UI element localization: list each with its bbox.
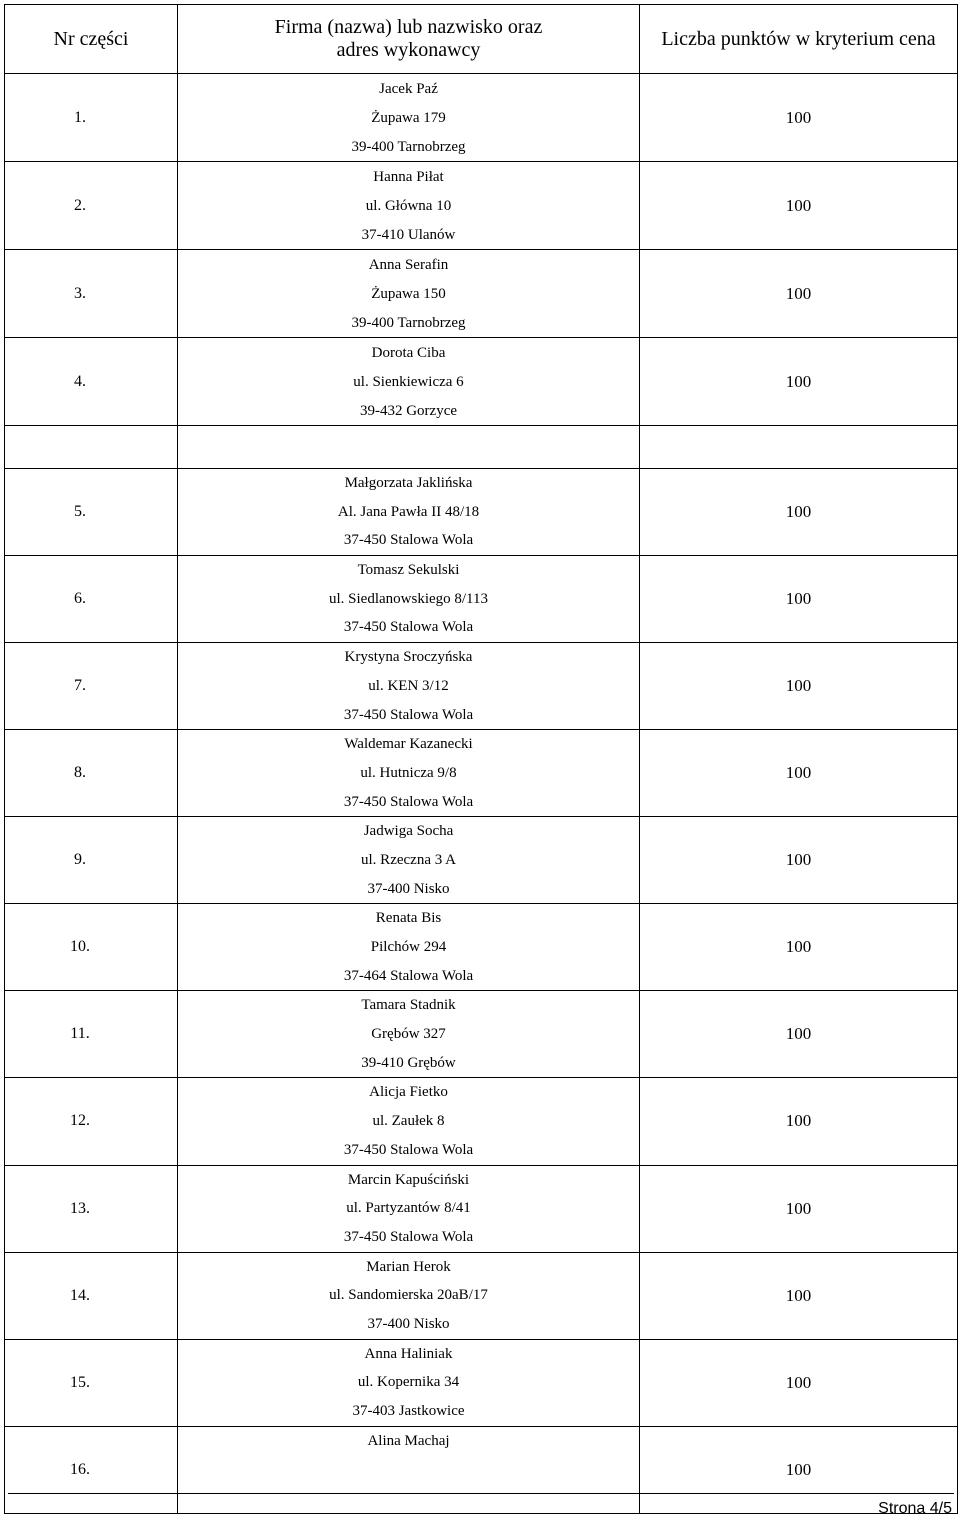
contractor-address <box>178 1078 640 1165</box>
part-number: 10. <box>5 904 178 991</box>
table-row <box>5 730 958 817</box>
table-row <box>5 1078 958 1165</box>
contractor-address <box>178 1252 640 1339</box>
contractor-street: Żupawa 179 <box>371 110 446 126</box>
points-value: 100 <box>640 904 958 991</box>
contractor-name: Waldemar Kazanecki <box>344 736 473 753</box>
contractor-name: Marian Herok <box>366 1258 451 1275</box>
contractor-city: 37-450 Stalowa Wola <box>343 532 474 549</box>
contractor-city <box>178 1484 639 1513</box>
table-row <box>5 1252 958 1339</box>
header-contractor <box>178 5 640 74</box>
part-number: 11. <box>5 991 178 1078</box>
contractor-street: ul. Sienkiewicza 6 <box>353 374 464 390</box>
contractor-address <box>178 556 640 643</box>
table-row <box>5 250 958 338</box>
contractor-street: ul. Główna 10 <box>365 198 452 214</box>
contractor-street: ul. Kopernika 34 <box>357 1374 460 1391</box>
table-row <box>5 162 958 250</box>
header-contractor-line1: Firma (nazwa) lub nazwisko oraz <box>274 16 543 38</box>
contractor-city: 39-400 Tarnobrzeg <box>351 315 466 331</box>
part-number: 12. <box>5 1078 178 1165</box>
contractor-street: Al. Jana Pawła II 48/18 <box>337 503 480 520</box>
contractor-address <box>178 643 640 730</box>
header-part-number: Nr części <box>5 5 178 74</box>
contractor-name: Renata Bis <box>375 910 442 927</box>
table-row <box>5 1426 958 1513</box>
points-value: 100 <box>640 1339 958 1426</box>
table-body <box>5 74 958 1514</box>
contractor-address <box>178 74 640 162</box>
footer-divider <box>8 1493 954 1494</box>
table-row <box>5 904 958 991</box>
points-value: 100 <box>640 643 958 730</box>
contractor-name: Tamara Stadnik <box>361 997 456 1014</box>
contractor-name: Anna Haliniak <box>364 1345 453 1362</box>
header-points: Liczba punktów w kryterium cena <box>640 5 958 74</box>
contractor-address <box>178 1426 640 1513</box>
contractor-street: ul. Hutnicza 9/8 <box>360 764 457 781</box>
contractor-street: ul. Sandomierska 20aB/17 <box>329 1287 488 1304</box>
contractor-address <box>178 469 640 556</box>
contractor-street: ul. KEN 3/12 <box>368 677 449 694</box>
table-row <box>5 556 958 643</box>
contractor-name: Małgorzata Jaklińska <box>344 475 473 491</box>
contractor-address <box>178 730 640 817</box>
contractor-city: 37-450 Stalowa Wola <box>343 793 474 810</box>
contractor-name: Alicja Fietko <box>369 1084 448 1101</box>
contractor-city: 37-450 Stalowa Wola <box>343 619 474 636</box>
points-value: 100 <box>640 1078 958 1165</box>
contractor-street: Grębów 327 <box>371 1026 446 1043</box>
contractor-city: 37-450 Stalowa Wola <box>343 706 474 723</box>
points-value: 100 <box>640 1252 958 1339</box>
results-table <box>4 4 958 1514</box>
part-number: 16. <box>5 1426 178 1513</box>
contractor-city: 37-410 Ulanów <box>361 227 456 243</box>
contractor-city: 37-464 Stalowa Wola <box>343 967 474 984</box>
points-value: 100 <box>640 74 958 162</box>
points-value: 100 <box>640 162 958 250</box>
contractor-address <box>178 1165 640 1252</box>
part-number: 6. <box>5 556 178 643</box>
contractor-city: 39-400 Tarnobrzeg <box>351 139 466 155</box>
contractor-name: Alina Machaj <box>367 1432 450 1449</box>
part-number: 1. <box>5 74 178 162</box>
contractor-address <box>178 904 640 991</box>
part-number: 14. <box>5 1252 178 1339</box>
contractor-name: Krystyna Sroczyńska <box>344 649 473 666</box>
contractor-city: 39-432 Gorzyce <box>359 403 458 419</box>
part-number: 15. <box>5 1339 178 1426</box>
contractor-street: Żupawa 150 <box>371 286 446 302</box>
contractor-address <box>178 338 640 426</box>
table-row <box>5 643 958 730</box>
points-value: 100 <box>640 556 958 643</box>
table-row <box>5 469 958 556</box>
contractor-city: 37-403 Jastkowice <box>352 1403 465 1419</box>
points-value: 100 <box>640 250 958 338</box>
part-number: 9. <box>5 817 178 904</box>
table-row <box>5 991 958 1078</box>
points-value: 100 <box>640 730 958 817</box>
part-number: 3. <box>5 250 178 338</box>
header-contractor-line2: adres wykonawcy <box>336 39 481 61</box>
part-number: 4. <box>5 338 178 426</box>
contractor-city: 37-450 Stalowa Wola <box>343 1228 474 1245</box>
contractor-name: Hanna Piłat <box>373 169 444 185</box>
contractor-name: Anna Serafin <box>368 257 449 273</box>
contractor-street: ul. Rzeczna 3 A <box>361 851 456 868</box>
contractor-city: 37-400 Nisko <box>367 880 450 897</box>
contractor-city: 37-400 Nisko <box>367 1315 450 1332</box>
table-header-row <box>5 5 958 74</box>
points-value: 100 <box>640 1165 958 1252</box>
contractor-street: ul. Partyzantów 8/41 <box>346 1200 471 1217</box>
points-value: 100 <box>640 469 958 556</box>
part-number: 8. <box>5 730 178 817</box>
part-number: 5. <box>5 469 178 556</box>
contractor-address <box>178 250 640 338</box>
contractor-street: ul. Zaułek 8 <box>372 1113 445 1130</box>
part-number: 13. <box>5 1165 178 1252</box>
table-row <box>5 1165 958 1252</box>
contractor-city: 39-410 Grębów <box>361 1054 456 1071</box>
contractor-name: Jadwiga Socha <box>363 823 454 840</box>
table-row <box>5 817 958 904</box>
row-spacer <box>5 426 958 469</box>
contractor-name: Dorota Ciba <box>371 345 446 361</box>
part-number: 2. <box>5 162 178 250</box>
part-number: 7. <box>5 643 178 730</box>
contractor-street: Pilchów 294 <box>370 939 447 955</box>
table-row <box>5 338 958 426</box>
points-value: 100 <box>640 991 958 1078</box>
contractor-street: ul. Siedlanowskiego 8/113 <box>328 590 489 607</box>
contractor-address <box>178 991 640 1078</box>
contractor-name: Jacek Paź <box>379 81 438 97</box>
contractor-street <box>178 1455 639 1484</box>
table-row <box>5 1339 958 1426</box>
table-row <box>5 74 958 162</box>
page-number: Strona 4/5 <box>878 1500 952 1517</box>
contractor-address <box>178 817 640 904</box>
points-value: 100 <box>640 817 958 904</box>
points-value: 100 <box>640 1426 958 1513</box>
contractor-name: Tomasz Sekulski <box>357 562 460 579</box>
contractor-address <box>178 1339 640 1426</box>
contractor-city: 37-450 Stalowa Wola <box>343 1141 474 1158</box>
points-value: 100 <box>640 338 958 426</box>
contractor-address <box>178 162 640 250</box>
contractor-name: Marcin Kapuściński <box>347 1171 470 1188</box>
